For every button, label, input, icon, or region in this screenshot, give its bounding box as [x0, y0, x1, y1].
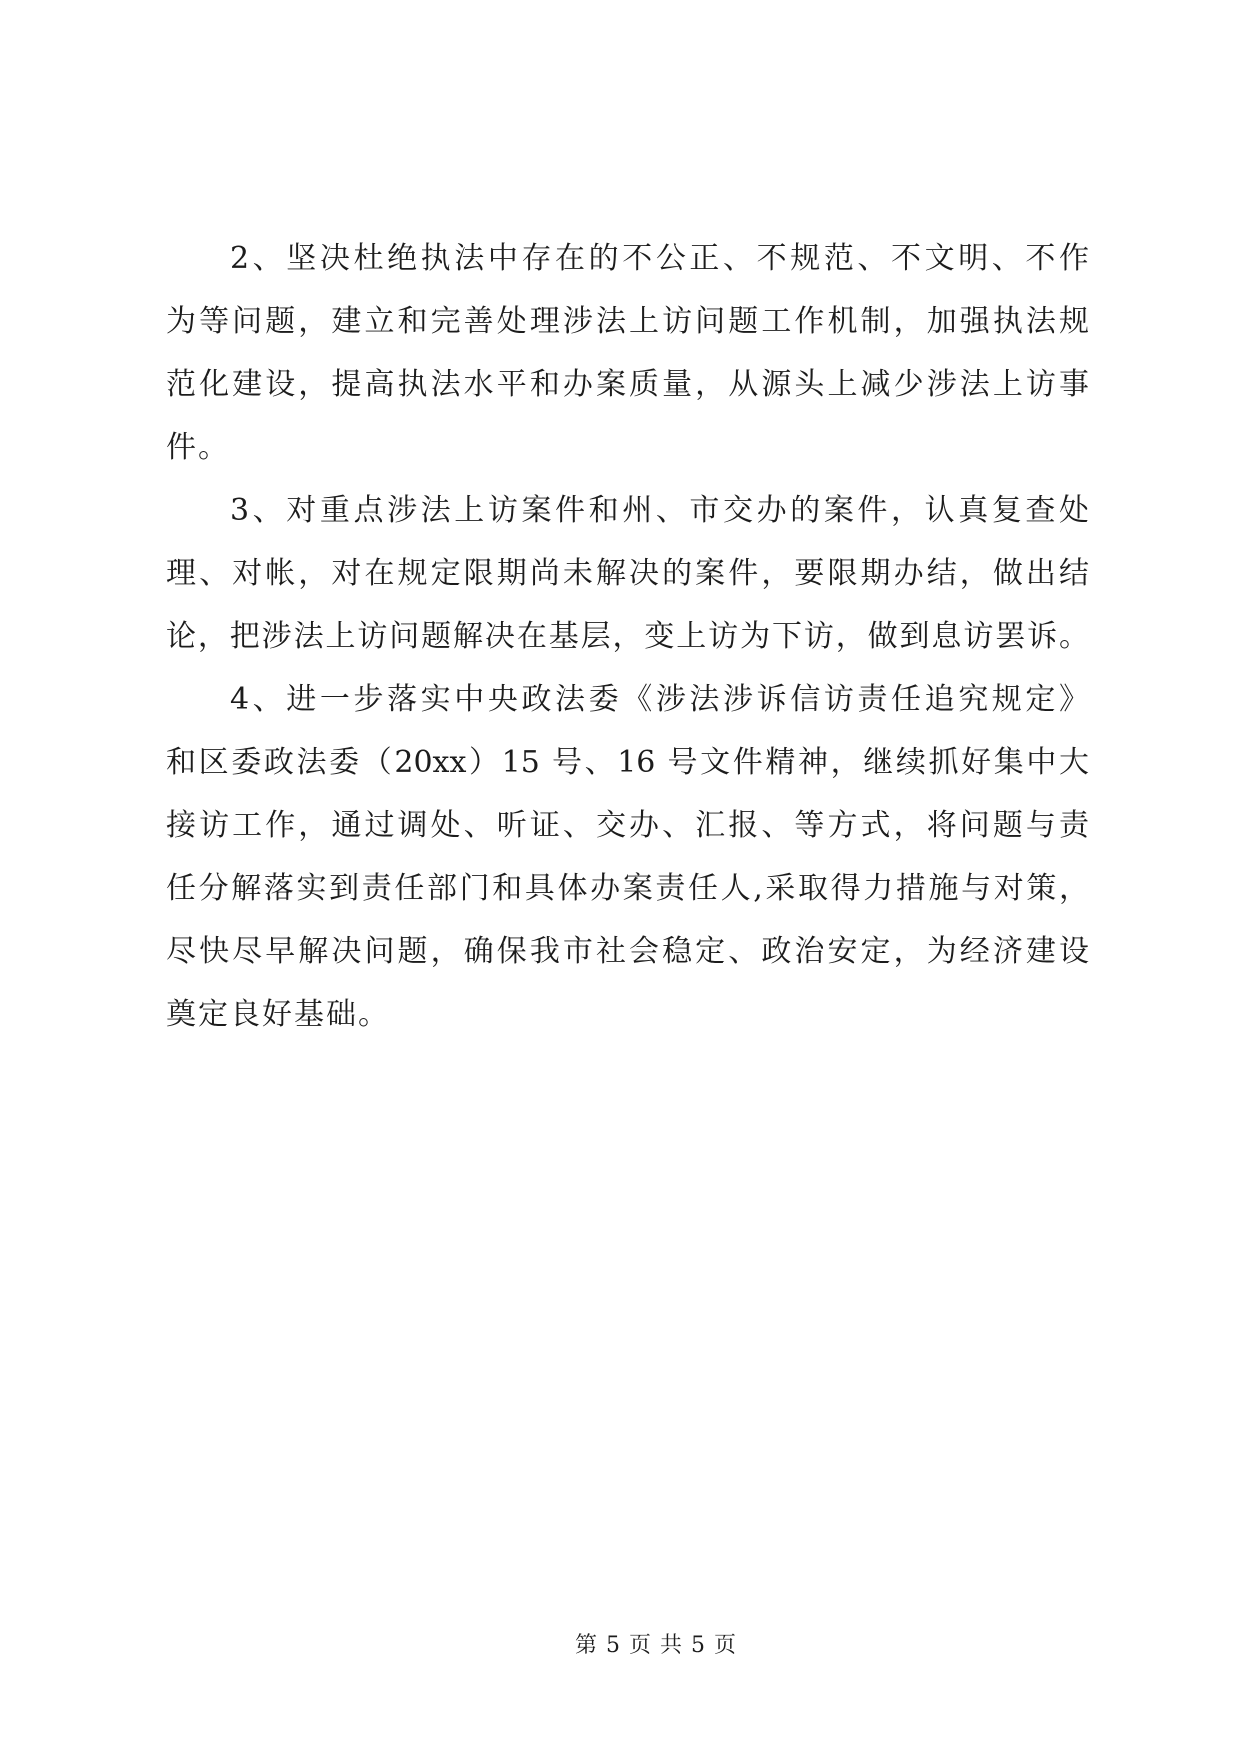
paragraph-2 [166, 227, 1089, 479]
paragraph-4 [166, 668, 1089, 1046]
paragraph-line: 尽快尽早解决问题，确保我市社会稳定、政治安定，为经济建设 [166, 934, 1089, 969]
paragraph-line: 件。 [166, 430, 230, 465]
paragraph-line: 3、对重点涉法上访案件和州、市交办的案件，认真复查处 [230, 493, 1089, 528]
paragraph-line: 为等问题，建立和完善处理涉法上访问题工作机制，加强执法规 [166, 304, 1089, 339]
paragraph-line: 接访工作，通过调处、听证、交办、汇报、等方式，将问题与责 [166, 808, 1089, 843]
paragraph-line: 奠定良好基础。 [166, 997, 390, 1032]
document-body [166, 227, 1089, 1046]
paragraph-line: 任分解落实到责任部门和具体办案责任人,采取得力措施与对策， [166, 871, 1089, 906]
paragraph-line: 范化建设，提高执法水平和办案质量，从源头上减少涉法上访事 [166, 367, 1089, 402]
page-number-footer: 第 5 页 共 5 页 [575, 1633, 737, 1658]
paragraph-line: 2、坚决杜绝执法中存在的不公正、不规范、不文明、不作 [230, 241, 1089, 276]
paragraph-3 [166, 479, 1089, 668]
paragraph-line: 4、进一步落实中央政法委《涉法涉诉信访责任追究规定》 [230, 682, 1089, 717]
paragraph-line: 理、对帐，对在规定限期尚未解决的案件，要限期办结，做出结 [166, 556, 1089, 591]
paragraph-line: 论，把涉法上访问题解决在基层，变上访为下访，做到息访罢诉。 [166, 619, 1089, 654]
paragraph-line: 和区委政法委（20xx）15 号、16 号文件精神，继续抓好集中大 [166, 745, 1089, 780]
